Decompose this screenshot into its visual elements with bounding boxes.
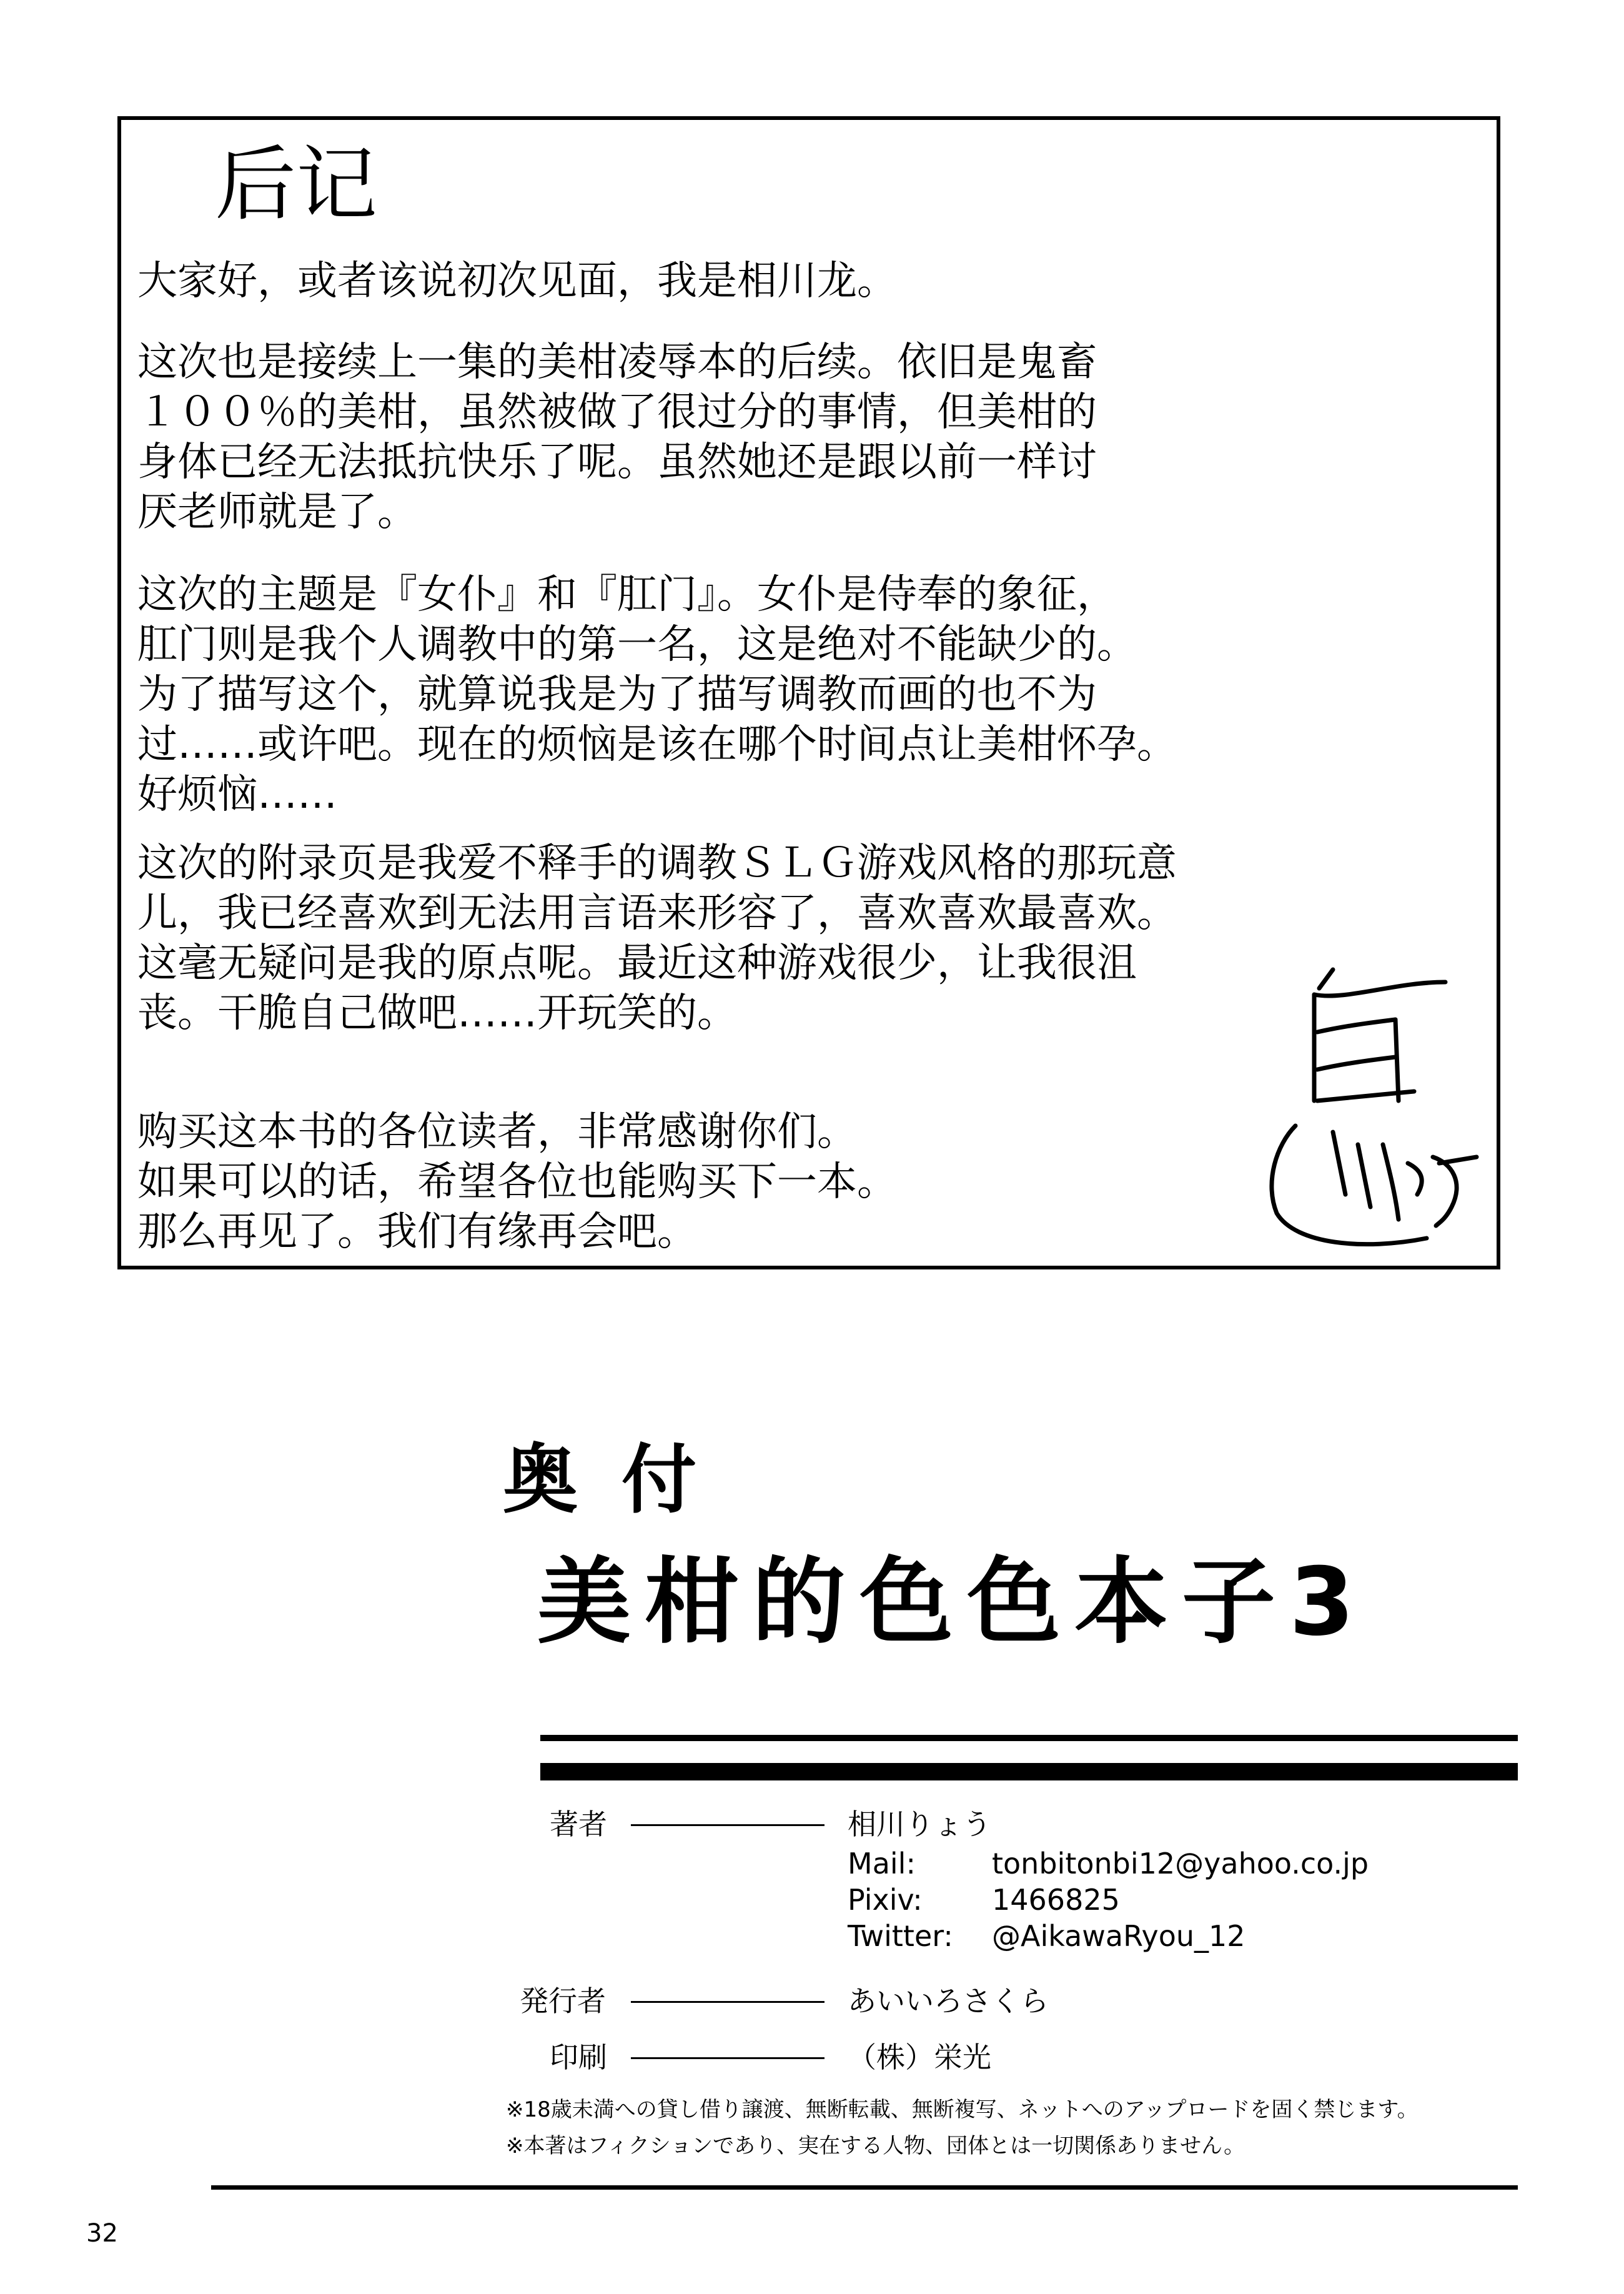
- paragraph-line: 购买这本书的各位读者，非常感谢你们。: [137, 1109, 857, 1155]
- contact-value-twitter: @AikawaRyou_12: [992, 1919, 1245, 1953]
- author-label: 著者: [550, 1807, 607, 1841]
- leader-line: [631, 1824, 824, 1826]
- handwritten-signature-icon: [1239, 957, 1495, 1251]
- notice-line: ※本著はフィクションであり、実在する人物、団体とは一切関係ありません。: [506, 2133, 1245, 2158]
- afterword-paragraph: [137, 570, 1449, 820]
- afterword-paragraph: [137, 337, 1449, 537]
- contact-key-twitter: Twitter:: [848, 1919, 953, 1953]
- contact-value-mail: tonbitonbi12@yahoo.co.jp: [992, 1847, 1369, 1880]
- notice-line: ※18歳未満への貸し借り譲渡、無断転載、無断複写、ネットへのアップロードを固く禁じます。: [506, 2097, 1419, 2122]
- divider-thick: [540, 1763, 1518, 1780]
- paragraph-line: 厌老师就是了。: [137, 489, 417, 535]
- paragraph-line: 这毫无疑问是我的原点呢。最近这种游戏很少，让我很沮: [137, 940, 1137, 986]
- contact-key-pixiv: Pixiv:: [848, 1883, 923, 1917]
- paragraph-line: 这次也是接续上一集的美柑凌辱本的后续。依旧是鬼畜: [137, 339, 1097, 385]
- publisher-name: あいいろさくら: [848, 1984, 1049, 2018]
- contact-value-pixiv: 1466825: [992, 1883, 1120, 1917]
- paragraph-line: 大家好，或者该说初次见面，我是相川龙。: [137, 258, 897, 304]
- leader-line: [631, 2057, 824, 2059]
- divider-thin: [540, 1735, 1518, 1741]
- colophon-heading: 奥付: [503, 1437, 740, 1524]
- printer-name: （株）栄光: [848, 2040, 991, 2074]
- leader-line: [631, 2001, 824, 2003]
- page-number: 32: [86, 2219, 118, 2248]
- paragraph-line: 儿，我已经喜欢到无法用言语来形容了，喜欢喜欢最喜欢。: [137, 890, 1177, 936]
- paragraph-line: 身体已经无法抵抗快乐了呢。虽然她还是跟以前一样讨: [137, 439, 1097, 485]
- book-title: 美柑的色色本子3: [537, 1548, 1369, 1657]
- contact-key-mail: Mail:: [848, 1847, 916, 1880]
- afterword-box: [117, 116, 1500, 1269]
- afterword-paragraph: [137, 256, 1449, 306]
- paragraph-line: 这次的附录页是我爱不释手的调教ＳＬＧ游戏风格的那玩意: [137, 840, 1177, 886]
- printer-label: 印刷: [550, 2040, 607, 2074]
- paragraph-line: 丧。干脆自己做吧……开玩笑的。: [137, 990, 737, 1036]
- author-name: 相川りょう: [848, 1807, 991, 1841]
- publisher-label: 発行者: [520, 1984, 606, 2018]
- paragraph-line: 过……或许吧。现在的烦恼是该在哪个时间点让美柑怀孕。: [137, 722, 1177, 768]
- paragraph-line: 肛门则是我个人调教中的第一名，这是绝对不能缺少的。: [137, 622, 1137, 668]
- bottom-divider: [211, 2185, 1518, 2190]
- paragraph-line: 这次的主题是『女仆』和『肛门』。女仆是侍奉的象征，: [137, 572, 1117, 618]
- afterword-title: 后记: [215, 137, 378, 232]
- paragraph-line: 好烦恼……: [137, 772, 337, 818]
- paragraph-line: 那么再见了。我们有缘再会吧。: [137, 1209, 697, 1255]
- paragraph-line: 如果可以的话，希望各位也能购买下一本。: [137, 1159, 897, 1205]
- paragraph-line: １００％的美柑，虽然被做了很过分的事情，但美柑的: [137, 389, 1097, 435]
- paragraph-line: 为了描写这个，就算说我是为了描写调教而画的也不为: [137, 672, 1097, 718]
